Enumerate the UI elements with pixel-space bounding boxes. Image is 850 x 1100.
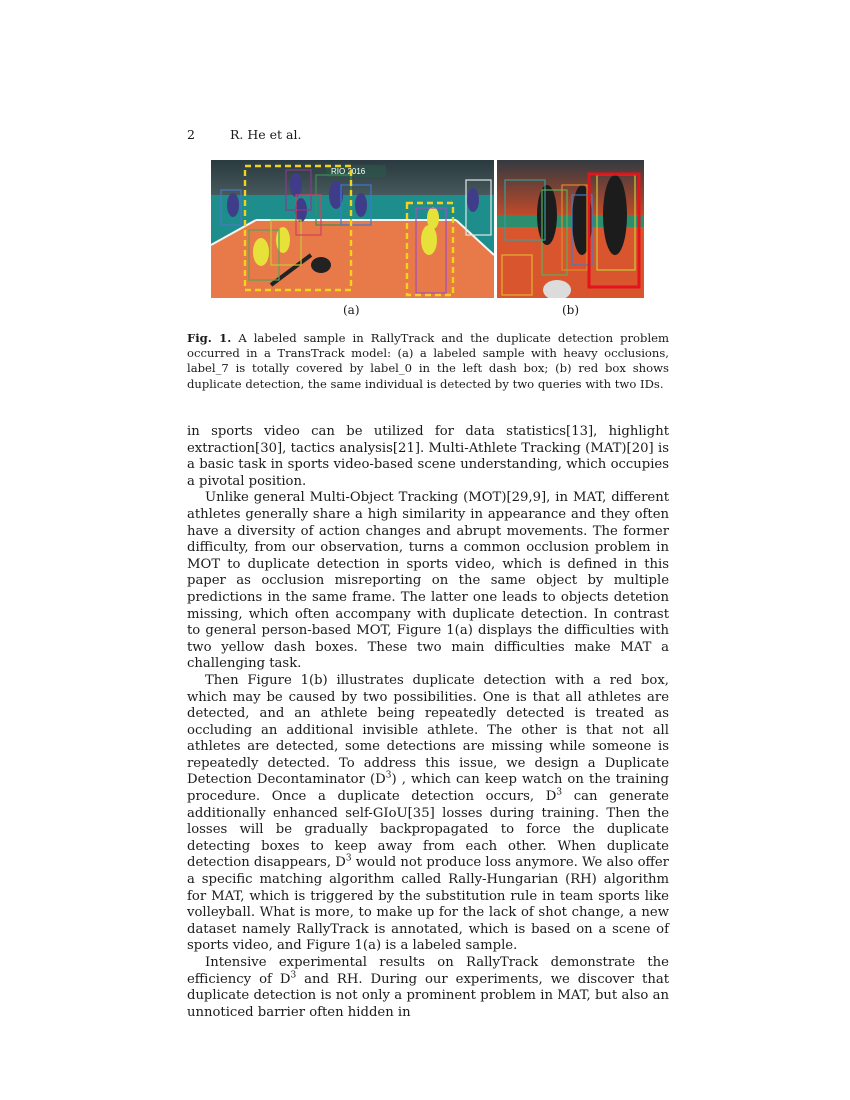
paragraph-3-part-d: would not produce loss anymore. We also offer a specific matching algorithm called Rally-Hungarian (RH) algorithm for MAT, which is triggered by the substitution rule in team sports like volleyball. What is more, to make up for the lack of shot change, a new dataset namely RallyTrack is annotated, which is based on a scene of sports video, and Figure 1(a) is a labeled sample. [187, 855, 669, 954]
running-head [187, 127, 301, 142]
superscript: 3 [290, 970, 297, 981]
paragraph-3-part-c: can generate additionally enhanced self-GIoU[35] losses during training. Then the losses will be gradually backpropagated to force the duplicate detecting boxes to keep away from each other. When duplicate detection disappears, D [187, 789, 669, 871]
superscript: 3 [385, 771, 392, 782]
figure-1a-image [211, 160, 494, 298]
paragraph-2: Unlike general Multi-Object Tracking (MOT)[29,9], in MAT, different athletes generally share a high similarity in appearance and they often have a diversity of action changes and abrupt movements. The former difficulty, from our observation, turns a common occlusion problem in MOT to duplicate detection in sports video, which is defined in this paper as occlusion misreporting on the same object by multiple predictions in the same frame. The latter one leads to objects detetion missing, which often accompany with duplicate detection. In contrast to general person-based MOT, Figure 1(a) displays the difficulties with two yellow dash boxes. These two main difficulties make MAT a challenging task. [187, 490, 669, 672]
caption-text: A labeled sample in RallyTrack and the duplicate detection problem occurred in a TransTrack model: (a) a labeled sample with heavy occlusions, label_7 is totally covered by label_0 in the left dash box; (b) red box shows duplicate detection, the same individual is detected by two queries with two IDs. [187, 331, 670, 391]
paragraph-3-part-b: ) , which can keep watch on the training procedure. Once a duplicate detection occurs, D [187, 772, 669, 805]
figure-1 [211, 160, 644, 300]
paragraph-4 [187, 955, 669, 1021]
figure-1b-image [497, 160, 644, 298]
superscript: 3 [556, 787, 563, 798]
body-text [187, 424, 669, 1021]
subfigure-b-label: (b) [562, 303, 580, 317]
paragraph-4-part-b: and RH. During our experiments, we discover that duplicate detection is not only a prominent problem in MAT, but also an unnoticed barrier often hidden in [187, 971, 669, 1020]
running-head-authors: R. He et al. [230, 127, 302, 142]
caption-label: Fig. 1. [187, 331, 232, 345]
page-number: 2 [187, 127, 195, 142]
paragraph-3-part-a: Then Figure 1(b) illustrates duplicate detection with a red box, which may be caused by two possibilities. One is that all athletes are detected, and an athlete being repeatedly detected is treated as occluding an additional invisible athlete. The other is that not all athletes are detected, some detections are missing while someone is repeatedly detected. To address this issue, we design a Duplicate Detection Decontaminator (D [187, 672, 669, 788]
paragraph-3 [187, 673, 669, 955]
paragraph-4-part-a: Intensive experimental results on RallyTrack demonstrate the efficiency of D [187, 955, 669, 987]
superscript: 3 [345, 854, 352, 865]
figure-caption [187, 331, 669, 392]
subfigure-a-label: (a) [343, 303, 360, 317]
paragraph-1: in sports video can be utilized for data statistics[13], highlight extraction[30], tactics analysis[21]. Multi-Athlete Tracking (MAT)[20] is a basic task in sports video-based scene understanding, which occupies a pivotal position. [187, 424, 669, 489]
figure-1a-overlay-text: RIO 2016 [331, 167, 366, 176]
